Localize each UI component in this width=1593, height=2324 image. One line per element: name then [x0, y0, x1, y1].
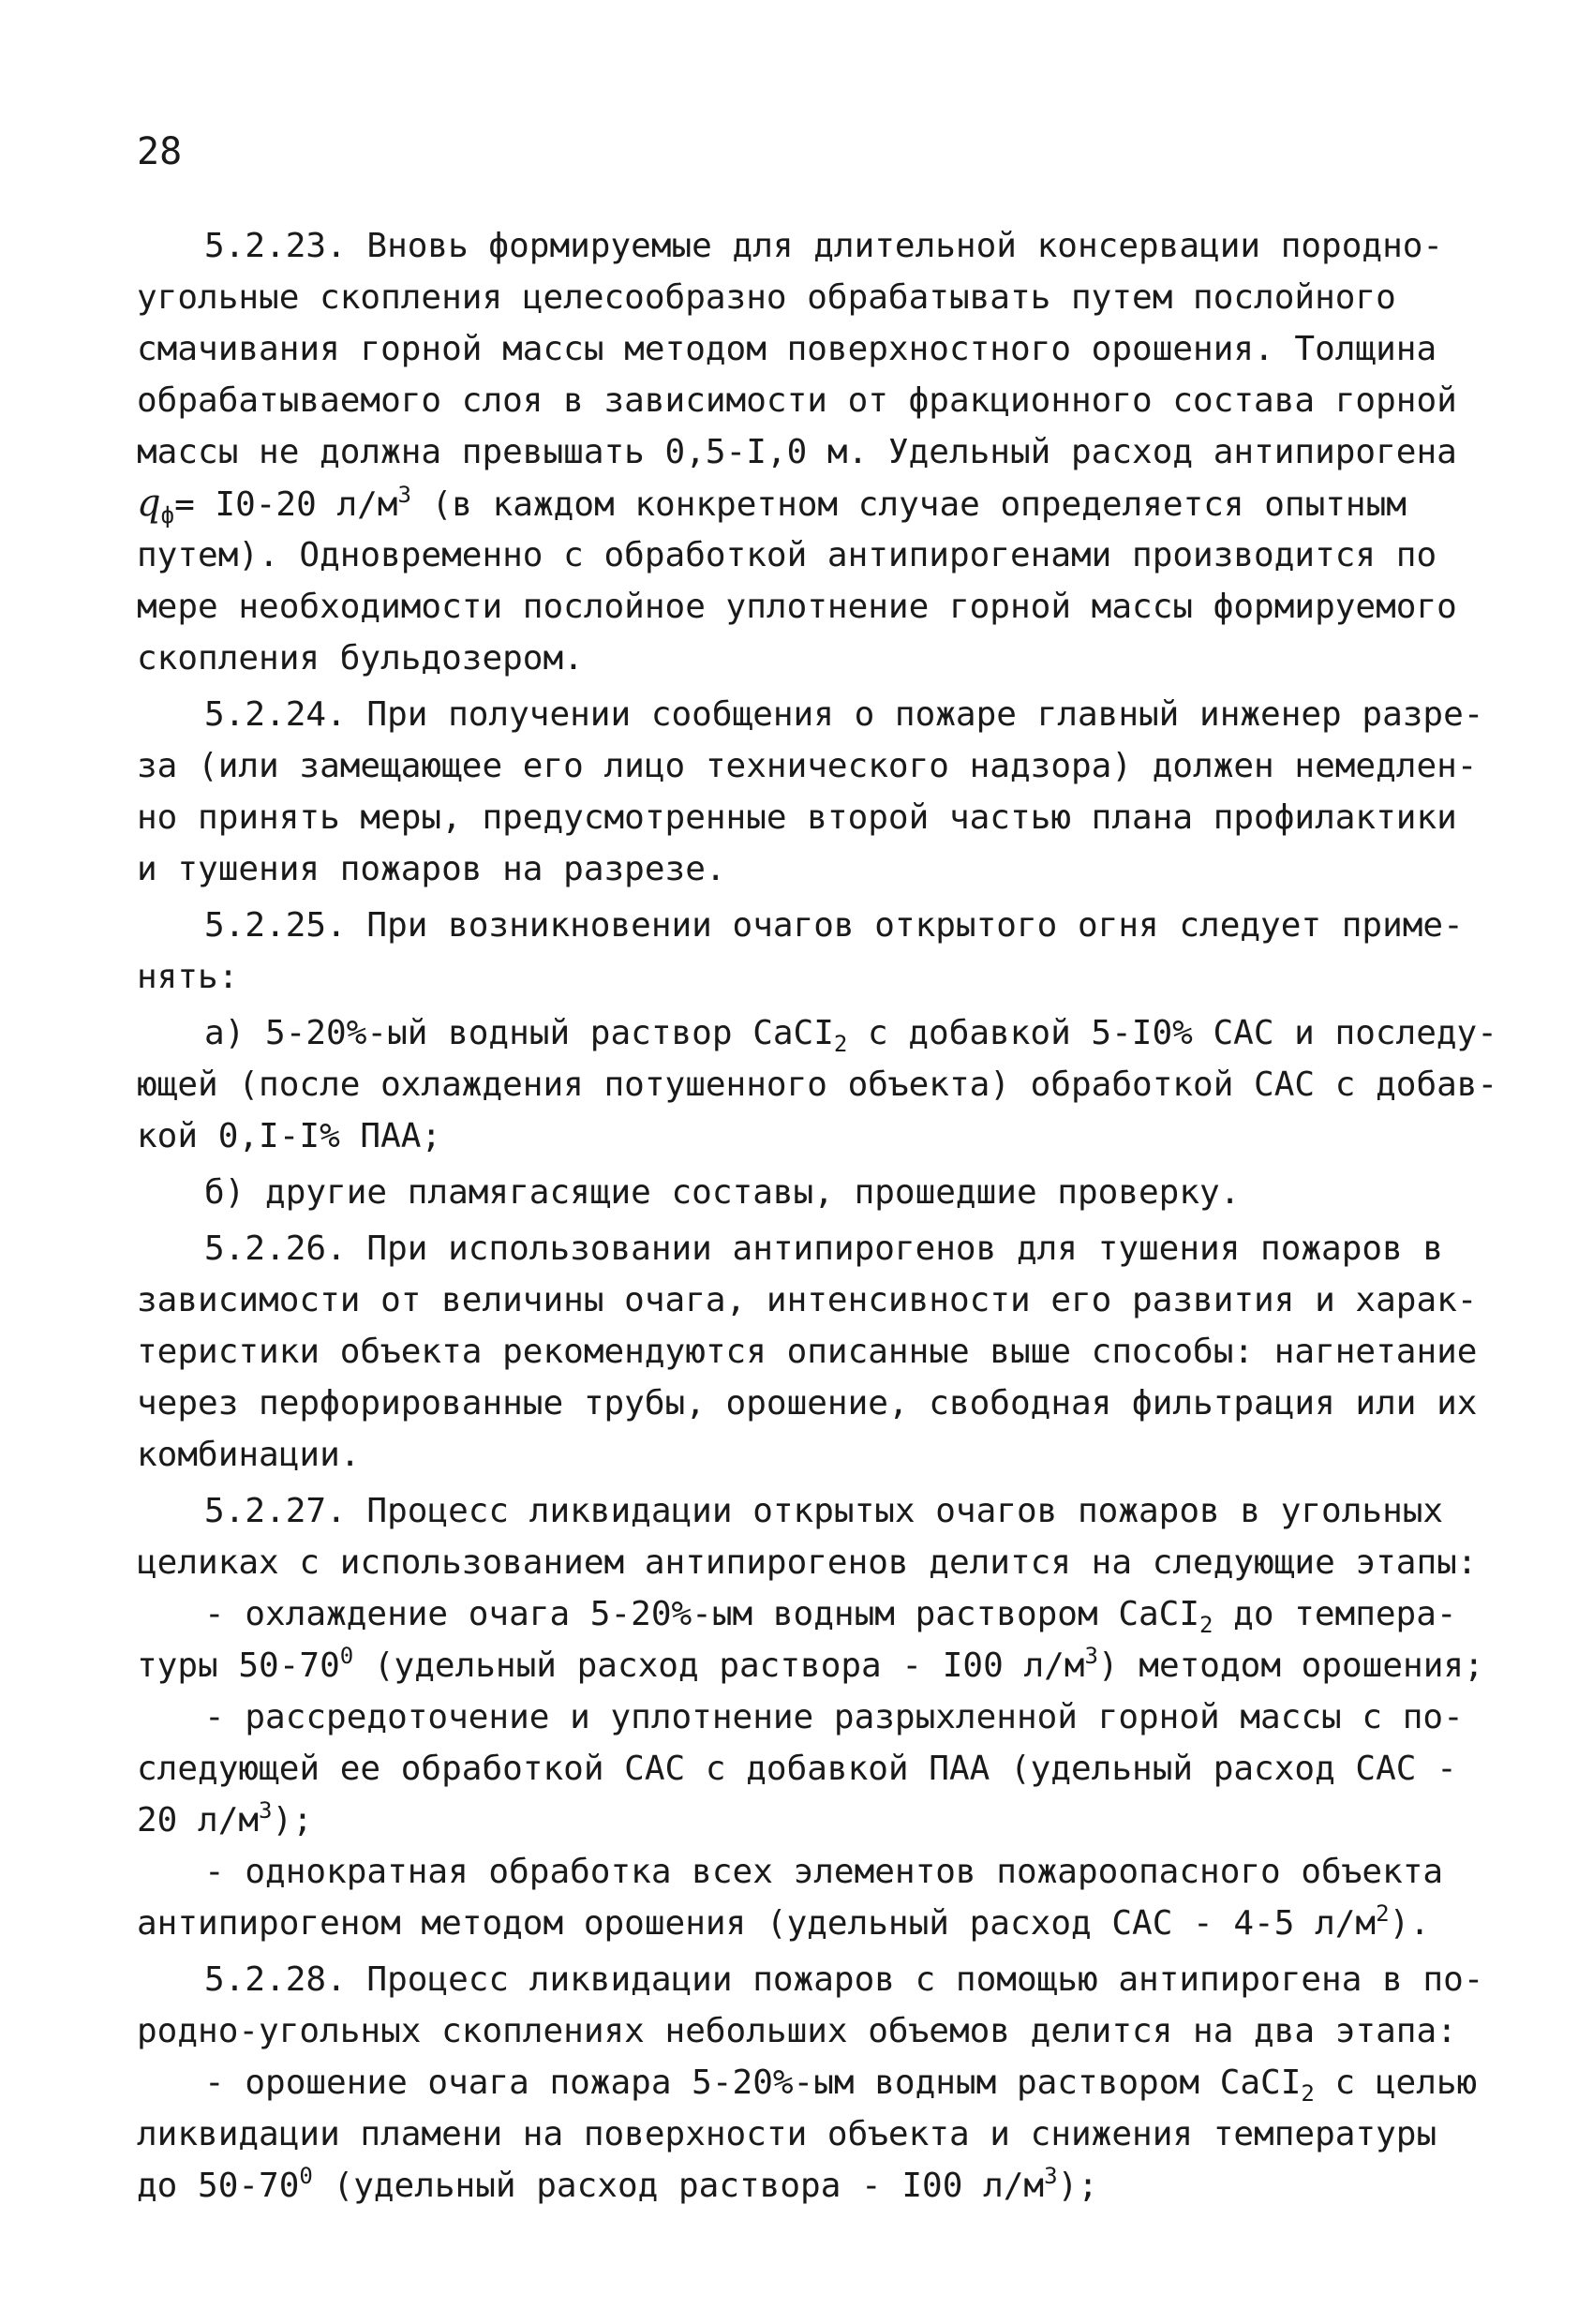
text-fragment: с целью: [1314, 2063, 1478, 2102]
text-line: [137, 2160, 1458, 2212]
text-fragment: до темпера-: [1213, 1595, 1457, 1633]
text-line: скопления бульдозером.: [137, 639, 584, 678]
paragraph-5-2-24: [137, 689, 1484, 895]
text-fragment: антипирогеном методом орошения (удельный расход САС - 4-5 л/м: [137, 1904, 1377, 1943]
paragraph-5-2-23: [137, 220, 1458, 684]
paragraph-5-2-25: [137, 900, 1464, 1003]
text-line: [137, 1898, 1458, 1949]
list-item-a: [137, 1007, 1498, 1162]
text-fragment: ).: [1389, 1904, 1430, 1943]
subscript: 2: [833, 1031, 848, 1057]
text-line: 5.2.27. Процесс ликвидации открытых очагов пожаров в угольных: [204, 1492, 1444, 1530]
text-line: и тушения пожаров на разрезе.: [137, 850, 726, 888]
text-line: [137, 1640, 1484, 1691]
list-item-b: [137, 1167, 1458, 1218]
formula-note: (в каждом конкретном случае определяется опытным: [410, 485, 1407, 524]
text-line: [137, 1007, 1497, 1059]
subscript: 2: [1301, 2080, 1315, 2107]
formula-line: [137, 478, 1458, 529]
text-fragment: - орошение очага пожара 5-20%-ым водным раствором CaCI: [204, 2063, 1302, 2102]
text-line: но принять меры, предусмотренные второй частью плана профилактики: [137, 798, 1457, 837]
text-line: массы не должна превышать 0,5-I,0 м. Удельный расход антипирогена: [137, 433, 1457, 471]
text-line: за (или замещающее его лицо технического надзора) должен немедлен-: [137, 747, 1478, 785]
text-line: [137, 1795, 1458, 1846]
text-line: целиках с использованием антипирогенов делится на следующие этапы:: [137, 1543, 1478, 1582]
text-line: б) другие пламягасящие составы, прошедшие проверку.: [204, 1173, 1241, 1212]
text-line: следующей ее обработкой САС с добавкой ПАА (удельный расход САС -: [137, 1750, 1457, 1788]
text-fragment: - охлаждение очага 5-20%-ым водным раствором CaCI: [204, 1595, 1200, 1633]
text-line: путем). Одновременно с обработкой антипирогенами производится по: [137, 536, 1437, 574]
text-line: теристики объекта рекомендуются описанные выше способы: нагнетание: [137, 1333, 1478, 1371]
text-fragment: );: [272, 1801, 313, 1840]
text-line: 5.2.23. Вновь формируемые для длительной консервации породно-: [204, 227, 1444, 265]
flow-rate-symbol: q: [137, 482, 161, 525]
text-line: через перфорированные трубы, орошение, свободная фильтрация или их: [137, 1384, 1478, 1423]
text-line: 5.2.28. Процесс ликвидации пожаров с помощью антипирогена в по-: [204, 1960, 1484, 1999]
superscript: 0: [299, 2163, 313, 2189]
text-line: смачивания горной массы методом поверхностного орошения. Толщина: [137, 330, 1437, 368]
superscript: 3: [1084, 1643, 1098, 1669]
text-fragment: до 50-70: [137, 2167, 300, 2205]
text-line: ликвидации пламени на поверхности объекта и снижения температуры: [137, 2115, 1437, 2153]
text-line: 5.2.24. При получении сообщения о пожаре главный инженер разре-: [204, 695, 1484, 734]
superscript: 3: [1044, 2163, 1058, 2189]
text-line: 5.2.26. При использовании антипирогенов для тушения пожаров в: [204, 1229, 1444, 1268]
text-fragment: туры 50-70: [137, 1646, 340, 1685]
text-fragment: ) методом орошения;: [1097, 1646, 1484, 1685]
superscript: 3: [259, 1797, 273, 1824]
text-line: [137, 2057, 1478, 2108]
text-line: нять:: [137, 958, 239, 996]
text-fragment: а) 5-20%-ый водный раствор CaCI: [204, 1014, 834, 1052]
superscript: 0: [339, 1643, 354, 1669]
text-line: комбинации.: [137, 1436, 361, 1474]
document-body: [137, 220, 1498, 2216]
subscript: 2: [1199, 1612, 1213, 1638]
text-fragment: с добавкой 5-I0% САС и последу-: [847, 1014, 1497, 1052]
text-line: обрабатываемого слоя в зависимости от фракционного состава горной: [137, 381, 1457, 420]
text-line: угольные скопления целесообразно обрабатывать путем послойного: [137, 278, 1396, 317]
paragraph-5-2-26: [137, 1223, 1478, 1481]
formula-exponent: 3: [397, 482, 411, 508]
text-fragment: );: [1057, 2167, 1098, 2205]
paragraph-5-2-27: [137, 1485, 1484, 1949]
page-number: 28: [137, 130, 183, 173]
text-fragment: (удельный расход раствора - I00 л/м: [353, 1646, 1085, 1685]
text-line: мере необходимости послойное уплотнение горной массы формируемого: [137, 588, 1457, 626]
text-line: кой 0,I-I% ПАА;: [137, 1117, 442, 1155]
text-fragment: (удельный расход раствора - I00 л/м: [312, 2167, 1045, 2205]
text-line: ющей (после охлаждения потушенного объекта) обработкой САС с добав-: [137, 1065, 1498, 1104]
text-line: - рассредоточение и уплотнение разрыхленной горной массы с по-: [204, 1698, 1464, 1736]
superscript: 2: [1376, 1900, 1390, 1927]
formula-value: = I0-20 л/м: [174, 485, 398, 524]
paragraph-5-2-28: [137, 1954, 1484, 2212]
text-line: [137, 1588, 1458, 1640]
text-line: 5.2.25. При возникновении очагов открытого огня следует приме-: [204, 906, 1464, 945]
text-fragment: 20 л/м: [137, 1801, 260, 1840]
text-line: зависимости от величины очага, интенсивности его развития и харак-: [137, 1281, 1478, 1319]
text-line: родно-угольных скоплениях небольших объемов делится на два этапа:: [137, 2012, 1457, 2050]
flow-rate-subscript: ф: [160, 502, 175, 529]
text-line: - однократная обработка всех элементов пожароопасного объекта: [204, 1853, 1444, 1891]
